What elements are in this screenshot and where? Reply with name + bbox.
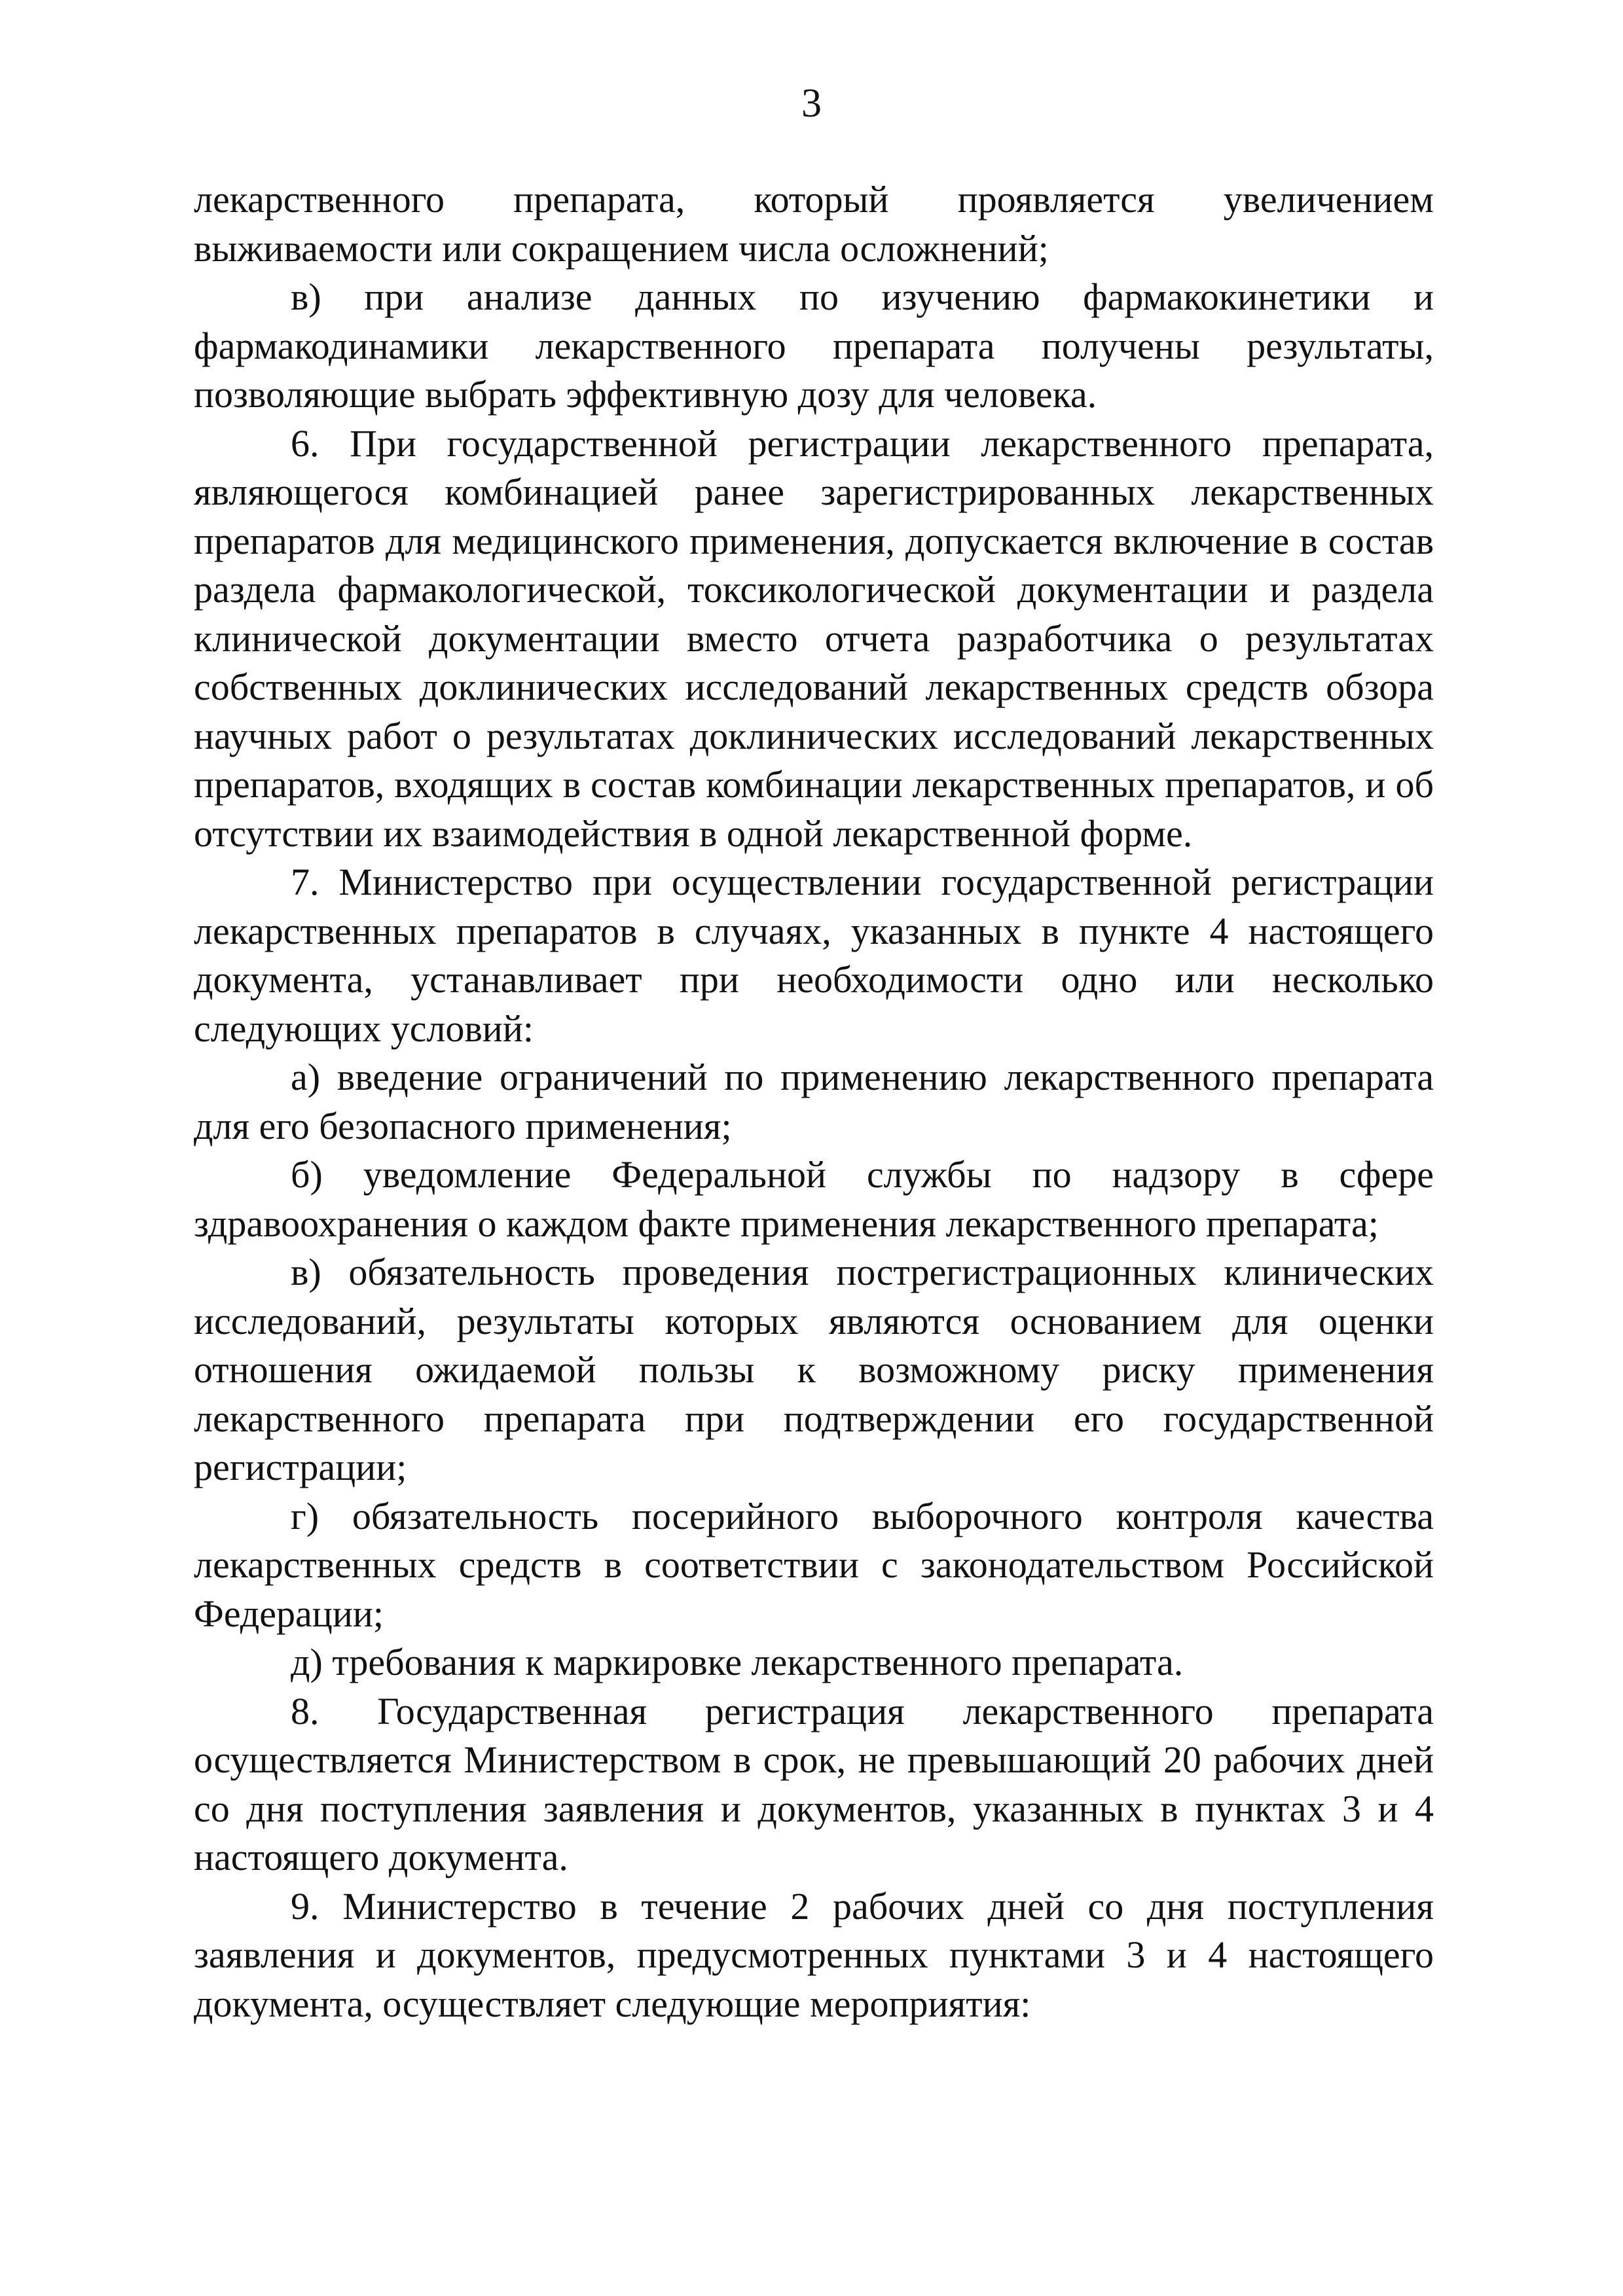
paragraph-point-7: 7. Министерство при осуществлении государственной регистрации лекарственных препаратов в случаях, указанных в пункте 4 настоящего документа, устанавливает при необходимости одно или несколько следующих условий: [194, 861, 1434, 1050]
paragraph-point-9: 9. Министерство в течение 2 рабочих дней со дня поступления заявления и документов, предусмотренных пунктами 3 и 4 настоящего документа, осуществляет следующие мероприятия: [194, 1884, 1434, 2025]
paragraph-subitem-g: г) обязательность посерийного выборочного контроля качества лекарственных средств в соответствии с законодательством Российской Федерации; [194, 1494, 1434, 1635]
paragraph-subitem-a: а) введение ограничений по применению лекарственного препарата для его безопасного применения; [194, 1056, 1434, 1147]
paragraph-subitem-d: д) требования к маркировке лекарственного препарата. [291, 1641, 1184, 1683]
paragraph-subitem-b: б) уведомление Федеральной службы по надзору в сфере здравоохранения о каждом факте применения лекарственного препарата; [194, 1153, 1434, 1245]
paragraph-subitem-v-2: в) обязательность проведения пострегистрационных клинических исследований, результаты которых являются основанием для оценки отношения ожидаемой пользы к возможному риску применения лекарственного препарата при подтверждении его государственной регистрации; [194, 1251, 1434, 1488]
paragraph-continuation: лекарственного препарата, который проявляется увеличением выживаемости или сокращением числа осложнений; [194, 178, 1434, 270]
document-body [194, 175, 1434, 2028]
paragraph-point-6: 6. При государственной регистрации лекарственного препарата, являющегося комбинацией ранее зарегистрированных лекарственных препаратов для медицинского применения, допускается включение в состав раздела фармакологической, токсикологической документации и раздела клинической документации вместо отчета разработчика о результатах собственных доклинических исследований лекарственных средств обзора научных работ о результатах доклинических исследований лекарственных препаратов, входящих в состав комбинации лекарственных препаратов, и об отсутствии их взаимодействия в одной лекарственной форме. [194, 422, 1434, 855]
paragraph-point-8: 8. Государственная регистрация лекарственного препарата осуществляется Министерством в срок, не превышающий 20 рабочих дней со дня поступления заявления и документов, указанных в пунктах 3 и 4 настоящего документа. [194, 1689, 1434, 1878]
page-number: 3 [801, 81, 822, 126]
paragraph-subitem-v: в) при анализе данных по изучению фармакокинетики и фармакодинамики лекарственного препарата получены результаты, позволяющие выбрать эффективную дозу для человека. [194, 276, 1434, 416]
